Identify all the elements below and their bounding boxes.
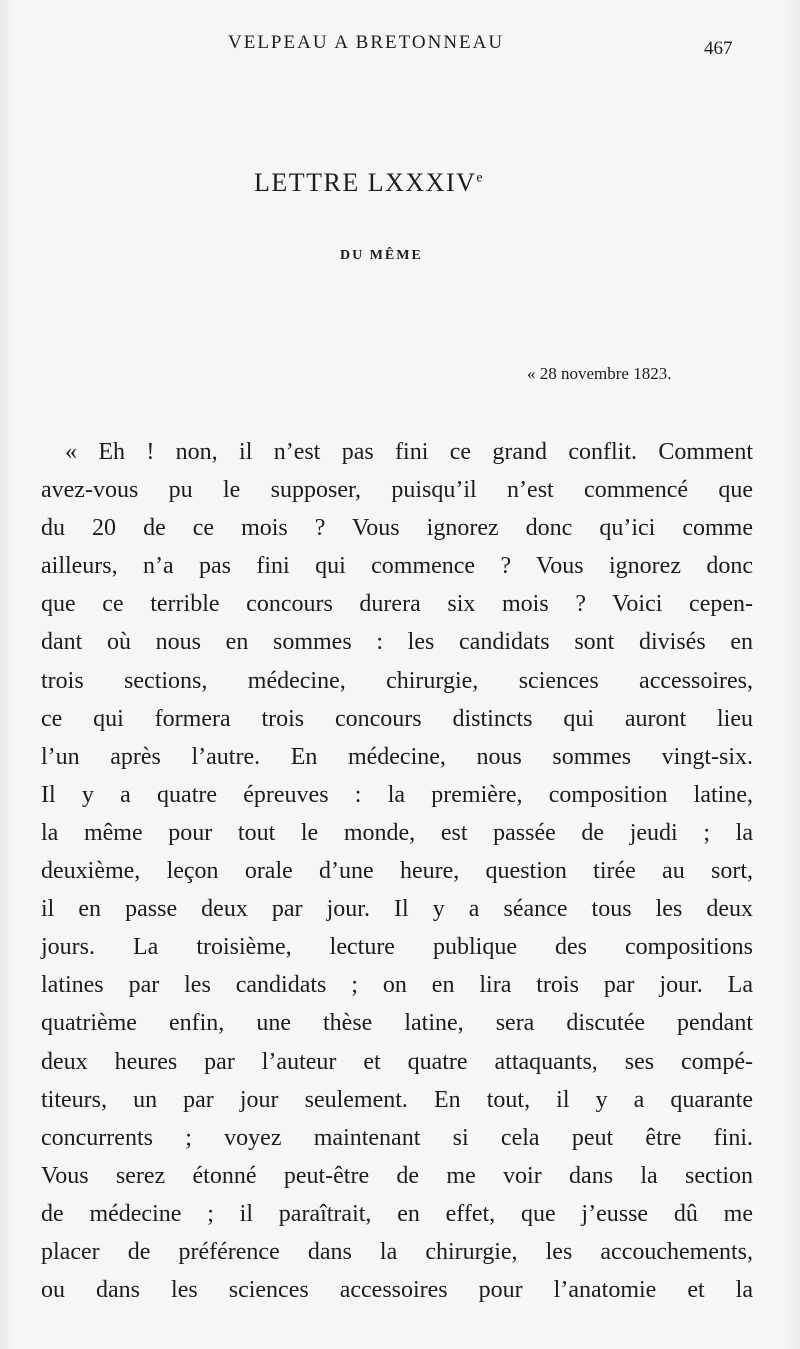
text-line: placer de préférence dans la chirurgie, les accouchements, — [41, 1238, 753, 1265]
text-line: de médecine ; il paraîtrait, en effet, que j’eusse dû me — [41, 1200, 753, 1227]
text-line: ou dans les sciences accessoires pour l’anatomie et la — [41, 1277, 753, 1304]
text-line: la même pour tout le monde, est passée de jeudi ; la — [41, 819, 753, 846]
letter-subtitle: DU MÊME — [340, 248, 423, 263]
running-head: VELPEAU A BRETONNEAU — [228, 32, 505, 53]
text-line: Vous serez étonné peut-être de me voir dans la section — [41, 1162, 753, 1189]
text-line: « Eh ! non, il n’est pas fini ce grand conflit. Comment — [65, 439, 753, 465]
text-line: concurrents ; voyez maintenant si cela peut être fini. — [41, 1124, 753, 1151]
text-line: l’un après l’autre. En médecine, nous sommes vingt-six. — [41, 743, 753, 770]
letter-date: « 28 novembre 1823. — [527, 364, 672, 383]
text-line: il en passe deux par jour. Il y a séance tous les deux — [41, 896, 753, 923]
letter-title — [254, 168, 483, 198]
text-line: dant où nous en sommes : les candidats sont divisés en — [41, 629, 753, 656]
text-line: ailleurs, n’a pas fini qui commence ? Vous ignorez donc — [41, 553, 753, 580]
text-line: titeurs, un par jour seulement. En tout, il y a quarante — [41, 1086, 753, 1113]
text-line: jours. La troisième, lecture publique des compositions — [41, 934, 753, 961]
text-line: du 20 de ce mois ? Vous ignorez donc qu’ici comme — [41, 515, 753, 542]
text-line: ce qui formera trois concours distincts qui auront lieu — [41, 705, 753, 732]
text-line: latines par les candidats ; on en lira trois par jour. La — [41, 972, 753, 999]
text-line: deuxième, leçon orale d’une heure, question tirée au sort, — [41, 858, 753, 885]
text-line: avez-vous pu le supposer, puisqu’il n’est commencé que — [41, 477, 753, 504]
letter-title-suffix: e — [476, 170, 483, 186]
page-number: 467 — [704, 38, 733, 59]
text-line: deux heures par l’auteur et quatre attaquants, ses compé- — [41, 1048, 753, 1075]
letter-title-text: LETTRE LXXXIV — [254, 168, 477, 197]
text-line: quatrième enfin, une thèse latine, sera discutée pendant — [41, 1010, 753, 1037]
text-line: que ce terrible concours durera six mois ? Voici cepen- — [41, 591, 753, 618]
text-line: trois sections, médecine, chirurgie, sciences accessoires, — [41, 667, 753, 694]
text-line: Il y a quatre épreuves : la première, composition latine, — [41, 781, 753, 808]
body-text — [41, 433, 753, 1309]
